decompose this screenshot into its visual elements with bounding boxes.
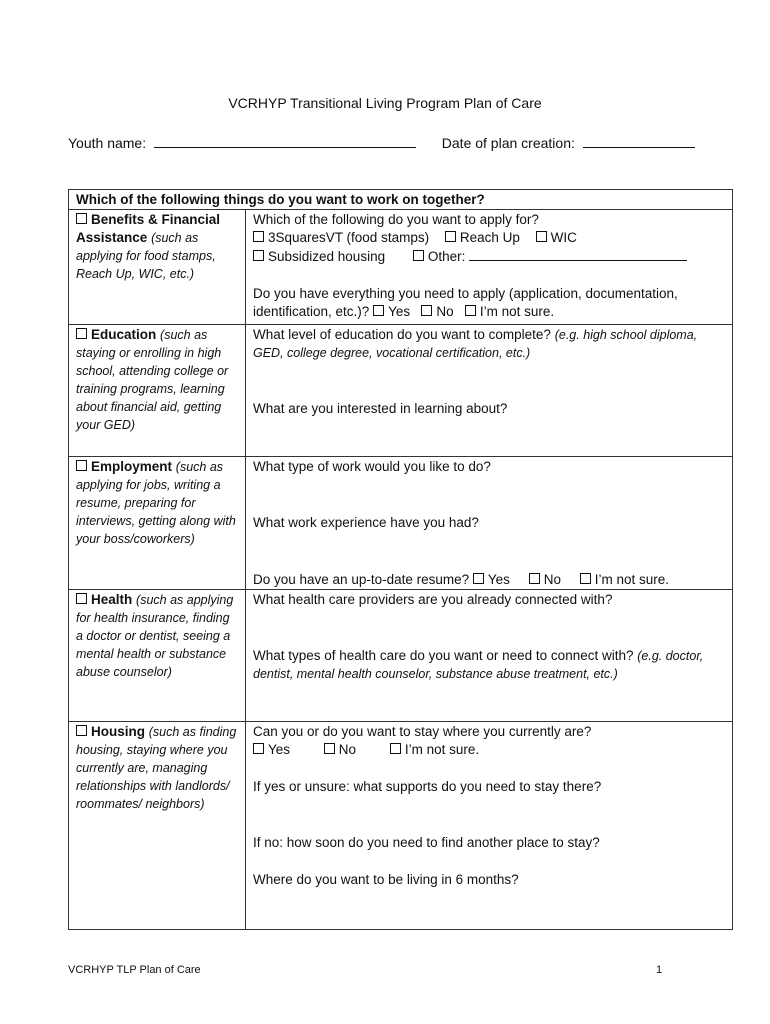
topic-desc: (such as applying for health insurance, finding a doctor or dentist, seeing a mental health or substance abuse counselor) — [76, 593, 234, 679]
topic-cell — [69, 457, 246, 590]
subsidized-housing-checkbox[interactable] — [253, 250, 264, 261]
option-label: No — [436, 304, 454, 319]
health-checkbox[interactable] — [76, 593, 87, 604]
question: What are you interested in learning about? — [253, 401, 508, 416]
option-label: 3SquaresVT (food stamps) — [268, 230, 430, 245]
page-number: 1 — [656, 964, 663, 976]
question: Do you have an up-to-date resume? — [253, 572, 470, 587]
option-label: I’m not sure. — [594, 572, 670, 587]
no-checkbox[interactable] — [421, 305, 432, 316]
topic-desc: (such as finding housing, staying where you currently are, managing relationships with landlords/ roommates/ neighbors) — [76, 725, 237, 811]
option-label: I’m not sure. — [479, 304, 555, 319]
housing-checkbox[interactable] — [76, 725, 87, 736]
question-cell — [246, 210, 733, 325]
question: Where do you want to be living in 6 months? — [253, 872, 519, 887]
option-label: Yes — [388, 304, 411, 319]
question: What types of health care do you want or need to connect with? — [253, 648, 634, 663]
option-label: No — [338, 742, 357, 757]
table-header: Which of the following things do you want to work on together? — [69, 190, 733, 210]
topic-name: Housing — [91, 724, 145, 739]
option-label: Yes — [268, 742, 291, 757]
footer-title: VCRHYP TLP Plan of Care — [68, 964, 201, 976]
question: If no: how soon do you need to find another place to stay? — [253, 835, 600, 850]
benefits-checkbox[interactable] — [76, 213, 87, 224]
question-cell — [246, 457, 733, 590]
question: What level of education do you want to complete? — [253, 327, 551, 342]
question: Can you or do you want to stay where you currently are? — [253, 724, 592, 739]
3squares-checkbox[interactable] — [253, 231, 264, 242]
not-sure-checkbox[interactable] — [390, 743, 401, 754]
option-label: Subsidized housing — [268, 249, 386, 264]
topic-desc: (such as applying for jobs, writing a resume, preparing for interviews, getting along with your boss/coworkers) — [76, 460, 236, 546]
question: What type of work would you like to do? — [253, 459, 491, 474]
table-row-benefits — [69, 210, 733, 325]
education-checkbox[interactable] — [76, 328, 87, 339]
option-label: I’m not sure. — [404, 742, 480, 757]
topic-name: Education — [91, 327, 157, 342]
topic-cell — [69, 722, 246, 930]
header-fields — [68, 133, 708, 151]
table-row-health — [69, 590, 733, 722]
question: What work experience have you had? — [253, 515, 479, 530]
topic-name: Benefits & Financial Assistance — [76, 212, 221, 245]
table-row-education — [69, 325, 733, 457]
youth-name-label: Youth name: — [68, 135, 147, 151]
page-title: VCRHYP Transitional Living Program Plan of Care — [228, 95, 542, 111]
question: Which of the following do you want to apply for? — [253, 212, 539, 227]
question: If yes or unsure: what supports do you need to stay there? — [253, 779, 602, 794]
no-checkbox[interactable] — [529, 573, 540, 584]
yes-checkbox[interactable] — [473, 573, 484, 584]
question-cell — [246, 722, 733, 930]
option-label: Other: — [427, 249, 466, 264]
topic-name: Health — [91, 592, 133, 607]
topic-cell — [69, 590, 246, 722]
topic-desc: (such as applying for food stamps, Reach Up, WIC, etc.) — [76, 231, 216, 281]
option-label: WIC — [550, 230, 577, 245]
question-cell — [246, 590, 733, 722]
no-checkbox[interactable] — [324, 743, 335, 754]
topic-cell — [69, 325, 246, 457]
not-sure-checkbox[interactable] — [465, 305, 476, 316]
date-field[interactable] — [583, 133, 695, 148]
yes-checkbox[interactable] — [373, 305, 384, 316]
option-label: Reach Up — [459, 230, 520, 245]
table-row-housing — [69, 722, 733, 930]
topic-cell — [69, 210, 246, 325]
question-example: (e.g. high school diploma, GED, college degree, vocational certification, etc.) — [253, 328, 698, 360]
reachup-checkbox[interactable] — [445, 231, 456, 242]
plan-table — [68, 189, 733, 930]
yes-checkbox[interactable] — [253, 743, 264, 754]
other-field[interactable] — [469, 247, 687, 261]
topic-name: Employment — [91, 459, 173, 474]
table-row-employment — [69, 457, 733, 590]
employment-checkbox[interactable] — [76, 460, 87, 471]
option-label: Yes — [487, 572, 510, 587]
question-cell — [246, 325, 733, 457]
other-checkbox[interactable] — [413, 250, 424, 261]
topic-desc: (such as staying or enrolling in high school, attending college or training programs, learning about financial aid, getting your GED) — [76, 328, 229, 432]
wic-checkbox[interactable] — [536, 231, 547, 242]
question-example: (e.g. doctor, dentist, mental health counselor, substance abuse treatment, etc.) — [253, 649, 704, 681]
date-label: Date of plan creation: — [441, 135, 575, 151]
not-sure-checkbox[interactable] — [580, 573, 591, 584]
question: Do you have everything you need to apply (application, documentation, identification, etc.)? — [253, 286, 678, 319]
option-label: No — [543, 572, 561, 587]
youth-name-field[interactable] — [154, 133, 416, 148]
question: What health care providers are you already connected with? — [253, 592, 613, 607]
